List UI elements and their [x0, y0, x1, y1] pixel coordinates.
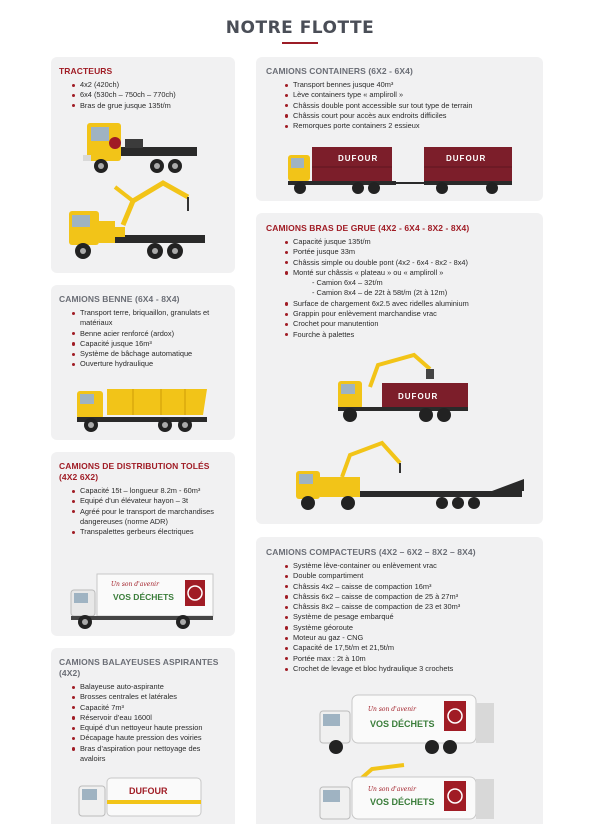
distribution-truck-slogan: VOS DÉCHETS [113, 592, 174, 602]
card-title-containers: CAMIONS CONTAINERS (6X2 - 6X4) [266, 66, 413, 76]
title-rule [282, 42, 318, 44]
list-item: Crochet pour manutention [284, 319, 533, 329]
list-item: Châssis 4x2 – caisse de compaction 16m³ [284, 582, 533, 592]
list-sub-item: - Camion 6x4 – 32t/m [312, 278, 383, 288]
list-item: Décapage haute pression des voiries [71, 733, 227, 743]
compactor-truck-tag: Un son d'avenir [368, 706, 416, 713]
list-item: Capacité 7m³ [71, 703, 227, 713]
list-item: Grappin pour enlèvement marchandise vrac [284, 309, 533, 319]
crane-truck-brand: DUFOUR [398, 392, 439, 401]
list-item: Benne acier renforcé (ardox) [71, 329, 227, 339]
list-item: Capacité de 17,5t/m et 21,5t/m [284, 643, 533, 653]
list-item: Capacité jusque 16m³ [71, 339, 227, 349]
list-item: Système lève-container ou enlèvement vrac [284, 561, 533, 571]
list-item: Capacité jusque 135t/m [284, 237, 533, 247]
compactor-lift-truck-tag: Un son d'avenir [368, 786, 416, 793]
list-item: Moteur au gaz - CNG [284, 633, 533, 643]
card-title-tracteurs: TRACTEURS [59, 66, 113, 76]
card-tracteurs [51, 57, 235, 273]
list-item: Ouverture hydraulique [71, 359, 227, 369]
card-title-compacteurs: CAMIONS COMPACTEURS (4X2 – 6X2 – 8X2 – 8X4) [266, 547, 476, 557]
list-item: Châssis double pont accessible sur tout type de terrain [284, 101, 533, 111]
list-item: Balayeuse auto-aspirante [71, 682, 227, 692]
list-item: Crochet de levage et bloc hydraulique 3 crochets [284, 664, 533, 674]
list-item: Système de pesage embarqué [284, 612, 533, 622]
list-item: Châssis court pour accès aux endroits difficiles [284, 111, 533, 121]
card-grue [256, 213, 543, 524]
list-item: Bras de grue jusque 135t/m [71, 101, 227, 111]
list-item: 4x2 (420ch) [71, 80, 227, 90]
compactor-lift-truck-slogan: VOS DÉCHETS [370, 797, 435, 807]
compactor-lift-truck-image [316, 763, 500, 824]
sweeper-truck-image [75, 772, 205, 824]
list-item: 6x4 (530ch – 750ch – 770ch) [71, 90, 227, 100]
list-item: Portée max : 2t à 10m [284, 654, 533, 664]
list-item: Bras d’aspiration pour nettoyage des avaloirs [71, 744, 227, 765]
list-tracteurs [59, 80, 227, 111]
container-trailer-brand: DUFOUR [446, 154, 487, 163]
list-item: Surface de chargement 6x2.5 avec ridelles aluminium [284, 299, 533, 309]
list-item: Réservoir d’eau 1600l [71, 713, 227, 723]
list-item: Double compartiment [284, 571, 533, 581]
list-item: Capacité 15t – longueur 8.2m - 60m³ [71, 486, 227, 496]
compactor-truck-image [316, 689, 500, 757]
card-benne [51, 285, 235, 440]
card-compacteurs [256, 537, 543, 824]
list-item: Monté sur châssis « plateau » ou « ampliroll » [284, 268, 533, 278]
card-balayeuses [51, 648, 235, 824]
distribution-truck-image [67, 570, 217, 632]
list-distribution [59, 486, 227, 537]
list-item: Transport bennes jusque 40m³ [284, 80, 533, 90]
list-item: Châssis simple ou double pont (4x2 - 6x4 - 8x2 - 8x4) [284, 258, 533, 268]
page-title: NOTRE FLOTTE [225, 18, 375, 38]
list-item: Agréé pour le transport de marchandises dangereuses (norme ADR) [71, 507, 227, 528]
list-item: Lève containers type « ampliroll » [284, 90, 533, 100]
crane-trailer-truck-image [292, 439, 528, 515]
compactor-truck-slogan: VOS DÉCHETS [370, 719, 435, 729]
list-benne [59, 308, 227, 370]
container-truck-brand: DUFOUR [338, 154, 379, 163]
card-title-benne: CAMIONS BENNE (6X4 - 8X4) [59, 294, 180, 304]
card-distribution [51, 452, 235, 636]
list-item: Remorques porte containers 2 essieux [284, 121, 533, 131]
card-title-distribution: CAMIONS DE DISTRIBUTION TOLÉS (4X2 6X2) [59, 461, 210, 482]
distribution-truck-tag: Un son d'avenir [111, 581, 159, 588]
tractor-truck-image [81, 117, 201, 182]
list-item: Brosses centrales et latérales [71, 692, 227, 702]
container-truck-image [286, 143, 518, 197]
list-item: Transpalettes gerbeurs électriques [71, 527, 227, 537]
list-containers [266, 80, 533, 131]
list-item: Portée jusque 33m [284, 247, 533, 257]
list-item: Transport terre, briquaillon, granulats et matériaux [71, 308, 227, 329]
list-item: Equipé d’un élévateur hayon – 3t [71, 496, 227, 506]
list-compacteurs [266, 561, 533, 674]
list-sub-item: - Camion 8x4 – de 22t à 58t/m (2t à 12m) [312, 288, 448, 298]
list-item: Equipé d’un nettoyeur haute pression [71, 723, 227, 733]
list-balayeuses [59, 682, 227, 764]
tractor-crane-truck-image [63, 177, 213, 265]
list-item: Système géoroute [284, 623, 533, 633]
card-containers [256, 57, 543, 201]
list-item: Fourche à palettes [284, 330, 533, 340]
card-title-grue: CAMIONS BRAS DE GRUE (4X2 - 6X4 - 8X2 - 8X4) [266, 223, 470, 233]
sweeper-truck-brand: DUFOUR [129, 786, 168, 796]
dump-truck-image [73, 383, 213, 435]
list-item: Système de bâchage automatique [71, 349, 227, 359]
card-title-balayeuses: CAMIONS BALAYEUSES ASPIRANTES (4X2) [59, 657, 219, 678]
list-item: Châssis 6x2 – caisse de compaction de 25 à 27m³ [284, 592, 533, 602]
list-item: Châssis 8x2 – caisse de compaction de 23 et 30m³ [284, 602, 533, 612]
crane-container-truck-image [334, 351, 474, 425]
list-grue [266, 237, 533, 340]
